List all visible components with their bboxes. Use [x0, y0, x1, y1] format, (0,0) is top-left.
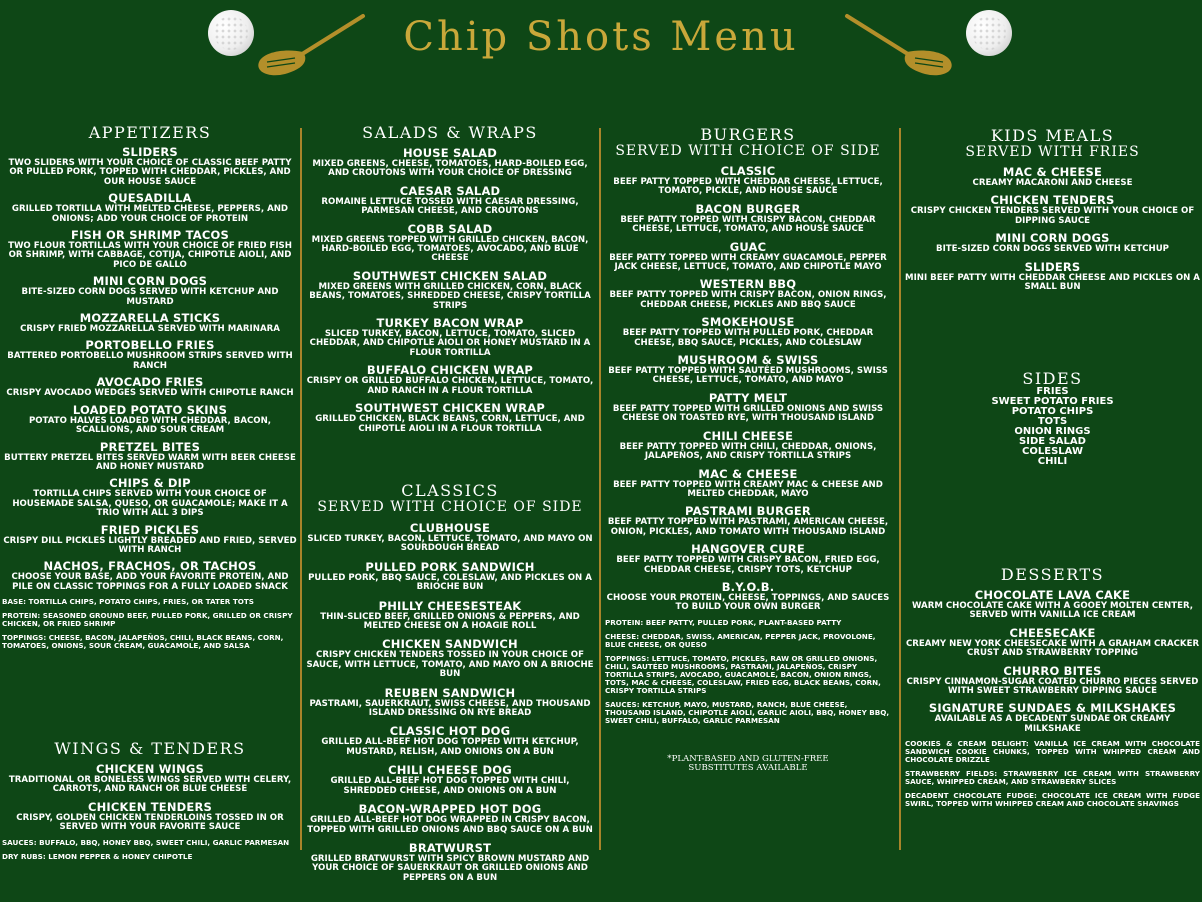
item-description: MIXED GREENS TOPPED WITH GRILLED CHICKEN, BACON, HARD-BOILED EGG, TOMATOES, AVOCADO, AND BLUE CHEESE	[311, 234, 589, 264]
section-subtitle: SERVED WITH CHOICE OF SIDE	[317, 499, 583, 515]
item-name: CHICKEN TENDERS	[990, 193, 1115, 208]
column-3	[605, 124, 891, 774]
item-name: TURKEY BACON WRAP	[376, 316, 524, 331]
menu-item	[306, 842, 594, 883]
menu-item	[605, 468, 891, 500]
menu-item	[2, 312, 298, 334]
section-title: SIDES	[1022, 369, 1083, 388]
item-name: PATTY MELT	[708, 390, 788, 405]
menu-note: PROTEIN: BEEF PATTY, PULLED PORK, PLANT-BASED PATTY	[605, 617, 842, 627]
menu-item	[605, 354, 891, 386]
item-name: PHILLY CHEESESTEAK	[378, 598, 522, 613]
burgers-items	[605, 165, 891, 613]
item-description: BITE-SIZED CORN DOGS SERVED WITH KETCHUP	[936, 244, 1169, 255]
menu-item	[2, 146, 298, 187]
item-description: CREAMY NEW YORK CHEESECAKE WITH A GRAHAM CRACKER CRUST AND STRAWBERRY TOPPING	[905, 638, 1200, 659]
item-name: CHILI CHEESE DOG	[388, 763, 512, 778]
item-name: PORTOBELLO FRIES	[85, 338, 215, 353]
appetizers-section	[2, 124, 298, 650]
menu-note: TOPPINGS: CHEESE, BACON, JALAPEÑOS, CHILI, BLACK BEANS, CORN, TOMATOES, ONIONS, SOUR CREAM, GUACAMOLE, AND SALSA	[2, 633, 284, 651]
item-name: NACHOS, FRACHOS, OR TACHOS	[43, 559, 257, 574]
golf-club-icon	[843, 12, 955, 80]
item-name: CLUBHOUSE	[409, 521, 491, 535]
desserts-notes	[905, 740, 1200, 808]
item-name: MAC & CHEESE	[1002, 165, 1103, 179]
menu-item	[2, 376, 298, 398]
item-name: SOUTHWEST CHICKEN SALAD	[352, 268, 548, 283]
menu-item	[905, 261, 1200, 293]
item-name: CLASSIC	[720, 164, 776, 178]
wings-notes	[2, 839, 298, 861]
menu-item	[605, 430, 891, 462]
item-description: TWO SLIDERS WITH YOUR CHOICE OF CLASSIC BEEF PATTY OR PULLED PORK, TOPPED WITH CHEDDAR, PICKLES, AND OUR HOUSE SAUCE	[8, 158, 292, 187]
item-name: PASTRAMI BURGER	[685, 504, 811, 519]
menu-item	[2, 801, 298, 833]
side-item: FRIES	[1036, 386, 1069, 397]
footnote: *PLANT-BASED AND GLUTEN-FREE SUBSTITUTES AVAILABLE	[667, 753, 829, 774]
item-name: SIGNATURE SUNDAES & MILKSHAKES	[928, 701, 1177, 716]
section-title: SALADS & WRAPS	[362, 123, 538, 142]
item-name: MINI CORN DOGS	[92, 274, 208, 289]
section-subtitle: SERVED WITH CHOICE OF SIDE	[615, 143, 881, 159]
menu-item	[2, 229, 298, 270]
item-description: POTATO HALVES LOADED WITH CHEDDAR, BACON, SCALLIONS, AND SOUR CREAM	[28, 415, 272, 436]
column-2	[306, 123, 594, 883]
wings-section	[2, 740, 298, 861]
golf-ball-icon	[966, 10, 1012, 56]
item-description: MINI BEEF PATTY WITH CHEDDAR CHEESE AND PICKLES ON A SMALL BUN	[905, 272, 1200, 293]
menu-item	[2, 275, 298, 307]
menu-item	[306, 317, 594, 358]
menu-item	[605, 543, 891, 575]
item-name: BUFFALO CHICKEN WRAP	[366, 363, 534, 378]
item-description: CRISPY CHICKEN TENDERS TOSSED IN YOUR CHOICE OF SAUCE, WITH LETTUCE, TOMATO, AND MAYO ON A BRIOCHE BUN	[306, 650, 594, 680]
side-item: ONION RINGS	[1014, 426, 1091, 437]
item-description: BEEF PATTY TOPPED WITH CRISPY BACON, ONION RINGS, CHEDDAR CHEESE, PICKLES AND BBQ SAUCE	[609, 290, 887, 310]
menu-note: TOPPINGS: LETTUCE, TOMATO, PICKLES, RAW OR GRILLED ONIONS, CHILI, SAUTÉED MUSHROOMS, PASTRAMI, JALAPEÑOS, CRISPY TORTILLA STRIPS, AVOCADO, GUACAMOLE, BACON, ONION RINGS, TOTS, MAC & CHEESE, COLESLAW, FRIED EGG, BLACK BEANS, CORN, CRISPY TORTILLA STRIPS	[605, 653, 881, 695]
kids-section	[905, 127, 1200, 292]
item-name: SLIDERS	[122, 145, 178, 159]
item-description: BEEF PATTY TOPPED WITH CREAMY GUACAMOLE, PEPPER JACK CHEESE, LETTUCE, TOMATO, AND CHIPOTLE MAYO	[609, 252, 887, 273]
menu-note: BASE: TORTILLA CHIPS, POTATO CHIPS, FRIES, OR TATER TOTS	[2, 597, 254, 607]
menu-note: COOKIES & CREAM DELIGHT: VANILLA ICE CREAM WITH CHOCOLATE SANDWICH COOKIE CHUNKS, TOPPED WITH WHIPPED CREAM AND CHOCOLATE DRIZZLE	[905, 739, 1200, 765]
item-name: PULLED PORK SANDWICH	[365, 559, 535, 574]
column-divider	[300, 128, 302, 850]
menu-item	[905, 166, 1200, 188]
burgers-section	[605, 126, 891, 774]
menu-item	[605, 241, 891, 273]
item-name: LOADED POTATO SKINS	[72, 402, 228, 417]
menu-note: CHEESE: CHEDDAR, SWISS, AMERICAN, PEPPER JACK, PROVOLONE, BLUE CHEESE, OR QUESO	[605, 631, 876, 649]
section-subtitle: SERVED WITH FRIES	[965, 144, 1140, 160]
item-description: WARM CHOCOLATE CAKE WITH A GOOEY MOLTEN CENTER, SERVED WITH VANILLA ICE CREAM	[911, 601, 1194, 621]
menu-item	[605, 581, 891, 613]
item-name: PRETZEL BITES	[99, 439, 201, 454]
sides-section	[905, 370, 1200, 467]
item-description: BEEF PATTY TOPPED WITH PULLED PORK, CHEDDAR CHEESE, BBQ SAUCE, PICKLES, AND COLESLAW	[622, 328, 874, 348]
item-name: CAESAR SALAD	[399, 183, 501, 198]
item-name: AVOCADO FRIES	[96, 375, 204, 390]
menu-item	[306, 803, 594, 835]
menu-item	[605, 505, 891, 537]
item-name: HOUSE SALAD	[402, 146, 498, 160]
section-title: CLASSICS	[401, 481, 499, 500]
side-item: TOTS	[1037, 416, 1068, 427]
burgers-notes	[605, 619, 891, 725]
menu-item	[905, 194, 1200, 226]
classics-items	[306, 522, 594, 883]
item-name: SOUTHWEST CHICKEN WRAP	[355, 401, 545, 416]
item-description: BITE-SIZED CORN DOGS SERVED WITH KETCHUP AND MUSTARD	[21, 287, 279, 307]
item-name: BRATWURST	[408, 840, 492, 855]
salads-items	[306, 147, 594, 434]
section-title: APPETIZERS	[88, 123, 212, 142]
menu-item	[306, 185, 594, 217]
item-description: BEEF PATTY TOPPED WITH GRILLED ONIONS AND SWISS CHEESE ON TOASTED RYE, WITH THOUSAND ISLAND	[612, 403, 884, 424]
item-description: CRISPY CINNAMON-SUGAR COATED CHURRO PIECES SERVED WITH SWEET STRAWBERRY DIPPING SAUCE	[906, 676, 1199, 697]
menu-note: SAUCES: KETCHUP, MAYO, MUSTARD, RANCH, BLUE CHEESE, THOUSAND ISLAND, CHIPOTLE AIOLI, GARLIC AIOLI, BBQ, HONEY BBQ, SWEET CHILI, BUFFALO, GARLIC PARMESAN	[605, 699, 890, 725]
item-description: CRISPY AVOCADO WEDGES SERVED WITH CHIPOTLE RANCH	[6, 388, 294, 399]
menu-item	[605, 316, 891, 348]
column-divider	[599, 128, 601, 850]
desserts-items	[905, 589, 1200, 734]
item-description: CHOOSE YOUR BASE, ADD YOUR FAVORITE PROTEIN, AND PILE ON CLASSIC TOPPINGS FOR A FULLY LOADED SNACK	[11, 572, 289, 592]
menu-item	[306, 764, 594, 796]
item-description: PULLED PORK, BBQ SAUCE, COLESLAW, AND PICKLES ON A BRIOCHE BUN	[308, 572, 592, 593]
item-name: CHILI CHEESE	[702, 428, 794, 443]
menu-item	[306, 522, 594, 554]
menu-item	[306, 638, 594, 679]
menu-title: Chip Shots Menu	[403, 14, 799, 60]
menu-item	[905, 627, 1200, 659]
menu-item	[306, 270, 594, 311]
item-description: MIXED GREENS WITH GRILLED CHICKEN, CORN, BLACK BEANS, TOMATOES, SHREDDED CHEESE, CRISPY TORTILLA STRIPS	[309, 281, 591, 311]
item-description: BEEF PATTY TOPPED WITH CRISPY BACON, CHEDDAR CHEESE, LETTUCE, TOMATO, AND HOUSE SAUCE	[620, 214, 876, 235]
item-description: GRILLED ALL-BEEF HOT DOG WRAPPED IN CRISPY BACON, TOPPED WITH GRILLED ONIONS AND BBQ SAUCE ON A BUN	[307, 815, 593, 835]
item-description: CRISPY, GOLDEN CHICKEN TENDERLOINS TOSSED IN OR SERVED WITH YOUR FAVORITE SAUCE	[16, 812, 284, 833]
item-name: SMOKEHOUSE	[701, 315, 795, 330]
menu-item	[605, 278, 891, 310]
classics-section	[306, 482, 594, 883]
desserts-section	[905, 566, 1200, 808]
item-name: MINI CORN DOGS	[995, 231, 1110, 246]
item-name: MUSHROOM & SWISS	[677, 353, 819, 368]
menu-note: DRY RUBS: LEMON PEPPER & HONEY CHIPOTLE	[2, 851, 193, 861]
side-item: SIDE SALAD	[1019, 436, 1086, 447]
menu-item	[2, 339, 298, 371]
item-description: BEEF PATTY TOPPED WITH CRISPY BACON, FRIED EGG, CHEDDAR CHEESE, CRISPY TOTS, KETCHUP	[616, 555, 880, 575]
side-item: COLESLAW	[1022, 446, 1083, 457]
item-name: CHICKEN TENDERS	[87, 799, 213, 814]
menu-item	[605, 392, 891, 424]
item-name: BACON BURGER	[695, 201, 801, 216]
item-name: CHICKEN WINGS	[95, 762, 205, 776]
item-name: CHIPS & DIP	[109, 476, 191, 491]
menu-item	[905, 232, 1200, 254]
item-description: TRADITIONAL OR BONELESS WINGS SERVED WITH CELERY, CARROTS, AND RANCH OR BLUE CHEESE	[8, 775, 292, 795]
menu-item	[306, 364, 594, 396]
item-name: SLIDERS	[1024, 259, 1081, 274]
item-name: HANGOVER CURE	[691, 542, 805, 557]
item-description: GRILLED BRATWURST WITH SPICY BROWN MUSTARD AND YOUR CHOICE OF SAUERKRAUT OR GRILLED ONIONS AND PEPPERS ON A BUN	[310, 853, 590, 883]
item-description: CRISPY FRIED MOZZARELLA SERVED WITH MARINARA	[20, 324, 280, 335]
item-description: SLICED TURKEY, BACON, LETTUCE, TOMATO, AND MAYO ON SOURDOUGH BREAD	[307, 534, 593, 554]
item-description: TORTILLA CHIPS SERVED WITH YOUR CHOICE OF HOUSEMADE SALSA, QUESO, OR GUACAMOLE; MAKE IT A TRIO WITH ALL 3 DIPS	[12, 489, 288, 519]
menu-item	[306, 147, 594, 179]
item-description: SLICED TURKEY, BACON, LETTUCE, TOMATO, SLICED CHEDDAR, AND CHIPOTLE AIOLI OR HONEY MUSTARD IN A FLOUR TORTILLA	[309, 329, 591, 358]
menu-item	[2, 441, 298, 473]
item-description: CHOOSE YOUR PROTEIN, CHEESE, TOPPINGS, AND SAUCES TO BUILD YOUR OWN BURGER	[606, 592, 890, 613]
item-description: GRILLED ALL-BEEF HOT DOG TOPPED WITH KETCHUP, MUSTARD, RELISH, AND ONIONS ON A BUN	[321, 737, 579, 757]
item-description: CREAMY MACARONI AND CHEESE	[972, 178, 1133, 188]
item-name: WESTERN BBQ	[699, 277, 797, 292]
item-description: BEEF PATTY TOPPED WITH PASTRAMI, AMERICAN CHEESE, ONION, PICKLES, AND TOMATO WITH THOUSAND ISLAND	[607, 517, 889, 537]
appetizers-items	[2, 146, 298, 592]
item-name: COBB SALAD	[407, 221, 493, 236]
item-name: FISH OR SHRIMP TACOS	[71, 228, 229, 243]
sides-items	[905, 387, 1200, 467]
menu-item	[306, 223, 594, 264]
menu-item	[2, 763, 298, 795]
menu-note: SAUCES: BUFFALO, BBQ, HONEY BBQ, SWEET CHILI, GARLIC PARMESAN	[2, 837, 290, 847]
item-name: BACON-WRAPPED HOT DOG	[358, 802, 542, 817]
menu-note: STRAWBERRY FIELDS: STRAWBERRY ICE CREAM WITH STRAWBERRY SAUCE, WHIPPED CREAM, AND STRAWBERRY SLICES	[905, 769, 1200, 787]
appetizers-notes	[2, 598, 298, 650]
item-description: BEEF PATTY TOPPED WITH SAUTÉED MUSHROOMS, SWISS CHEESE, LETTUCE, TOMATO, AND MAYO	[608, 366, 888, 386]
item-description: BEEF PATTY TOPPED WITH CHEDDAR CHEESE, LETTUCE, TOMATO, PICKLE, AND HOUSE SAUCE	[613, 177, 883, 197]
item-name: REUBEN SANDWICH	[384, 685, 516, 700]
menu-item	[905, 702, 1200, 734]
item-description: TWO FLOUR TORTILLAS WITH YOUR CHOICE OF FRIED FISH OR SHRIMP, WITH CABBAGE, COTIJA, CHIPOTLE AIOLI, AND PICO DE GALLO	[8, 241, 292, 270]
item-name: FRIED PICKLES	[100, 522, 200, 537]
item-description: CRISPY DILL PICKLES LIGHTLY BREADED AND FRIED, SERVED WITH RANCH	[3, 535, 297, 555]
menu-item	[306, 600, 594, 632]
item-name: GUAC	[729, 239, 767, 254]
item-name: QUESADILLA	[108, 191, 192, 206]
side-item: SWEET POTATO FRIES	[991, 396, 1114, 407]
menu-note: PROTEIN: SEASONED GROUND BEEF, PULLED PORK, GRILLED OR CRISPY CHICKEN, OR FRIED SHRIMP	[2, 611, 293, 629]
menu-item	[605, 203, 891, 235]
item-description: BATTERED PORTOBELLO MUSHROOM STRIPS SERVED WITH RANCH	[7, 351, 293, 371]
side-item: CHILI	[1037, 456, 1068, 467]
menu-item	[2, 477, 298, 518]
item-description: BUTTERY PRETZEL BITES SERVED WARM WITH BEER CHEESE AND HONEY MUSTARD	[4, 452, 296, 472]
item-description: GRILLED ALL-BEEF HOT DOG TOPPED WITH CHILI, SHREDDED CHEESE, AND ONIONS ON A BUN	[330, 776, 570, 796]
column-1	[2, 123, 298, 861]
item-description: BEEF PATTY TOPPED WITH CHILI, CHEDDAR, ONIONS, JALAPEÑOS, AND CRISPY TORTILLA STRIPS	[619, 441, 877, 462]
item-description: GRILLED CHICKEN, BLACK BEANS, CORN, LETTUCE, AND CHIPOTLE AIOLI IN A FLOUR TORTILLA	[315, 414, 585, 434]
item-description: CRISPY CHICKEN TENDERS SERVED WITH YOUR CHOICE OF DIPPING SAUCE	[910, 206, 1195, 226]
item-description: AVAILABLE AS A DECADENT SUNDAE OR CREAMY MILKSHAKE	[934, 714, 1171, 734]
item-name: CHEESECAKE	[1009, 625, 1096, 640]
item-description: BEEF PATTY TOPPED WITH CREAMY MAC & CHEESE AND MELTED CHEDDAR, MAYO	[613, 479, 883, 499]
menu-item	[2, 560, 298, 592]
section-title: BURGERS	[700, 125, 796, 144]
menu-note: DECADENT CHOCOLATE FUDGE: CHOCOLATE ICE CREAM WITH FUDGE SWIRL, TOPPED WITH WHIPPED CREAM AND CHOCOLATE SHAVINGS	[905, 791, 1200, 809]
menu-item	[306, 402, 594, 434]
item-name: MAC & CHEESE	[698, 466, 798, 481]
menu-item	[306, 725, 594, 757]
item-name: MOZZARELLA STICKS	[79, 311, 221, 326]
salads-section	[306, 124, 594, 434]
menu-item	[905, 665, 1200, 697]
section-title: WINGS & TENDERS	[54, 739, 246, 758]
item-description: MIXED GREENS, CHEESE, TOMATOES, HARD-BOILED EGG, AND CROUTONS WITH YOUR CHOICE OF DRESSING	[312, 159, 588, 179]
menu-item	[605, 165, 891, 197]
menu-item	[905, 589, 1200, 621]
menu-item	[2, 192, 298, 224]
section-title: KIDS MEALS	[990, 126, 1115, 145]
item-name: CHICKEN SANDWICH	[382, 637, 518, 652]
section-title: DESSERTS	[1000, 565, 1105, 584]
side-item: POTATO CHIPS	[1011, 406, 1094, 417]
column-4	[905, 124, 1200, 809]
item-name: CLASSIC HOT DOG	[389, 724, 511, 739]
menu-item	[2, 524, 298, 556]
menu-item	[306, 561, 594, 593]
item-description: GRILLED TORTILLA WITH MELTED CHEESE, PEPPERS, AND ONIONS; ADD YOUR CHOICE OF PROTEIN	[11, 204, 289, 224]
item-description: PASTRAMI, SAUERKRAUT, SWISS CHEESE, AND THOUSAND ISLAND DRESSING ON RYE BREAD	[309, 698, 591, 719]
item-name: CHOCOLATE LAVA CAKE	[974, 588, 1131, 602]
item-name: CHURRO BITES	[1003, 663, 1102, 678]
item-description: ROMAINE LETTUCE TOSSED WITH CAESAR DRESSING, PARMESAN CHEESE, AND CROUTONS	[321, 196, 579, 217]
item-description: THIN-SLICED BEEF, GRILLED ONIONS & PEPPERS, AND MELTED CHEESE ON A HOAGIE ROLL	[320, 611, 580, 632]
item-name: B.Y.O.B.	[721, 579, 775, 594]
column-divider	[899, 128, 901, 850]
menu-item	[306, 687, 594, 719]
kids-items	[905, 166, 1200, 292]
item-description: CRISPY OR GRILLED BUFFALO CHICKEN, LETTUCE, TOMATO, AND RANCH IN A FLOUR TORTILLA	[306, 376, 594, 396]
menu-header	[0, 0, 1202, 100]
wings-items	[2, 763, 298, 833]
menu-item	[2, 404, 298, 436]
